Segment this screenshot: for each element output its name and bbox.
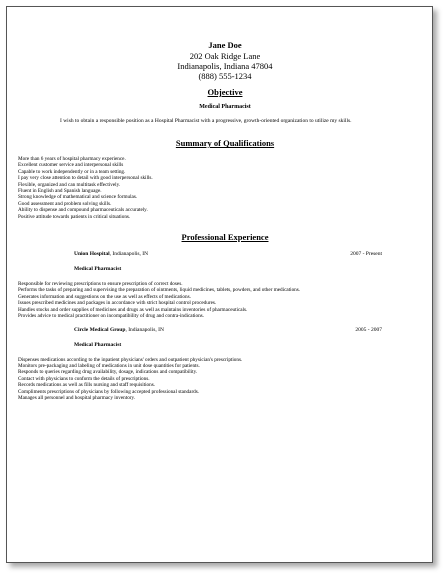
- list-item: • Handles stocks and order supplies of medicines and drugs as well as maintains inventories of pharmaceuticals.: [18, 307, 432, 313]
- applicant-name: Jane Doe: [208, 40, 242, 50]
- job-duties-list: [18, 281, 432, 319]
- employer-location: , Indianapolis, IN: [125, 326, 164, 333]
- job-dates: 2005 - 2007: [355, 326, 382, 333]
- address-line: 202 Oak Ridge Lane: [189, 51, 261, 61]
- objective-subtitle: Medical Pharmacist: [199, 104, 251, 110]
- list-item: • Records medications as well as fills nursing and staff requisitions.: [18, 382, 432, 388]
- city-line: Indianapolis, Indiana 47804: [177, 61, 273, 71]
- job-role: Medical Pharmacist: [74, 341, 122, 348]
- job-employer-line: [74, 251, 148, 258]
- qualifications-heading: Summary of Qualifications: [175, 138, 275, 148]
- phone-line: (888) 555-1234: [198, 71, 252, 81]
- resume-header: [18, 40, 432, 81]
- list-item: • Issues prescribed medicines and packages in accordance with strict hospital control procedures.: [18, 300, 432, 306]
- list-item: • Excellent customer service and interpersonal skills: [18, 162, 432, 168]
- qualifications-list: [18, 156, 432, 220]
- job-employer-line: [74, 327, 164, 334]
- list-item: • Responsible for reviewing prescriptions to ensure prescription of correct doses.: [18, 281, 432, 287]
- list-item: • Compliments prescriptions of physicians by following accepted professional standards.: [18, 389, 432, 395]
- list-item: • Flexible, organized and can multitask effectively.: [18, 182, 432, 188]
- list-item: • Dispenses medications according to the inpatient physicians' orders and outpatient physician's prescriptions.: [18, 357, 432, 363]
- list-item: • Generates information and suggestions on the use as well as effects of medications.: [18, 294, 432, 300]
- job-header: [74, 327, 382, 334]
- employer-name: Circle Medical Group: [74, 326, 126, 333]
- list-item: • Good assessment and problem solving skills.: [18, 201, 432, 207]
- list-item: • Fluent in English and Spanish language.: [18, 188, 432, 194]
- list-item: • Performs the tasks of preparing and supervising the preparation of ointments, liquid medicines, tablets, powders, and other medications.: [18, 287, 432, 293]
- list-item: • More than 6 years of hospital pharmacy experience.: [18, 156, 432, 162]
- employer-location: , Indianapolis, IN: [109, 251, 149, 258]
- objective-text: I wish to obtain a responsible position as a Hospital Pharmacist with a progressive, growth-oriented organization to utilize my skills.: [60, 118, 352, 124]
- list-item: • Positive attitude towards patients in critical situations.: [18, 214, 432, 220]
- list-item: • Strong knowledge of mathematical and science formulas.: [18, 194, 432, 200]
- job-duties-list: [18, 357, 432, 402]
- list-item: • I pay very close attention to detail with good interpersonal skills.: [18, 175, 432, 181]
- list-item: • Responds to queries regarding drug availability, dosage, indications and compatibility.: [18, 369, 432, 375]
- experience-heading: Professional Experience: [181, 232, 269, 243]
- page-frame: [6, 6, 433, 563]
- list-item: • Manages all personnel and hospital pharmacy inventory.: [18, 395, 432, 401]
- employer-name: Union Hospital: [74, 251, 110, 258]
- list-item: • Provides advice to medical practitioner on incompatibility of drug and contra-indications.: [18, 313, 432, 319]
- list-item: • Capable to work independently or in a team setting.: [18, 169, 432, 175]
- list-item: • Contact with physicians to conform the details of prescriptions.: [18, 376, 432, 382]
- job-header: [74, 251, 382, 258]
- list-item: • Ability to dispense and compound pharmaceuticals accurately.: [18, 207, 432, 213]
- list-item: • Monitors pre-packaging and labeling of medications in unit dose quantities for patients.: [18, 363, 432, 369]
- objective-heading: Objective: [207, 87, 243, 97]
- job-dates: 2007 - Present: [350, 251, 382, 258]
- resume-page: [18, 18, 432, 565]
- job-role: Medical Pharmacist: [74, 266, 122, 273]
